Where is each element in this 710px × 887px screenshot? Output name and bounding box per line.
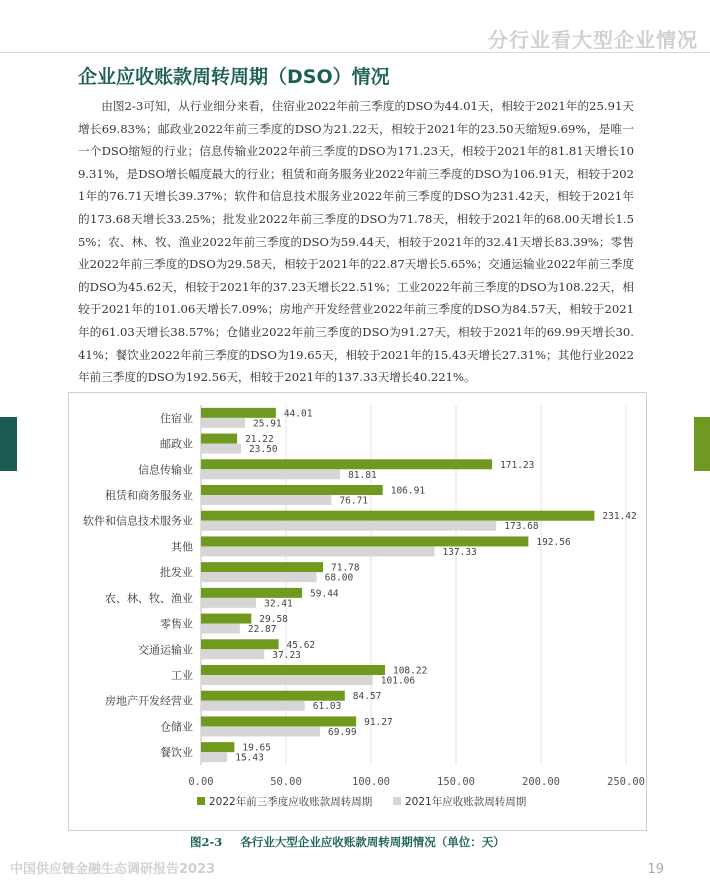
x-tick-label: 150.00 — [437, 776, 475, 788]
bar-2021 — [201, 444, 241, 454]
data-label-2021: 173.68 — [504, 521, 539, 533]
bar-2022 — [201, 562, 323, 572]
section-heading: 企业应收账款周转周期（DSO）情况 — [78, 66, 390, 88]
data-label-2022: 59.44 — [310, 588, 339, 600]
bar-2021 — [201, 675, 373, 685]
data-label-2021: 22.87 — [247, 624, 277, 636]
bar-2021 — [201, 418, 245, 428]
category-label: 其他 — [171, 540, 193, 554]
category-label: 农、林、牧、渔业 — [105, 591, 193, 605]
data-label-2021: 32.41 — [264, 598, 293, 610]
bar-2022 — [201, 588, 302, 598]
data-label-2021: 15.43 — [235, 752, 264, 764]
bar-2022 — [201, 485, 383, 495]
data-label-2021: 101.06 — [380, 675, 416, 687]
data-label-2021: 37.23 — [272, 649, 301, 661]
category-label: 交通运输业 — [138, 643, 193, 657]
figure-caption — [190, 834, 505, 850]
category-label: 房地产开发经营业 — [105, 694, 193, 708]
legend-label-2021: 2021年应收账款周转周期 — [405, 796, 527, 808]
category-label: 工业 — [171, 669, 193, 682]
data-label-2022: 108.22 — [392, 665, 428, 677]
category-label: 软件和信息技术服务业 — [83, 514, 193, 528]
bar-2021 — [201, 726, 320, 736]
bar-2022 — [201, 716, 356, 726]
bar-2022 — [201, 665, 385, 675]
bar-2021 — [201, 469, 340, 479]
chart-container — [68, 392, 647, 831]
category-label: 信息传输业 — [138, 463, 193, 477]
category-label: 仓储业 — [160, 720, 193, 734]
bar-2021 — [201, 521, 496, 531]
bar-2022 — [201, 639, 279, 649]
data-label-2021: 81.81 — [348, 469, 377, 481]
figure-caption-text: 各行业大型企业应收账款周转周期情况（单位：天） — [240, 835, 505, 849]
bar-2022 — [201, 434, 237, 444]
data-label-2022: 71.78 — [331, 562, 360, 574]
data-label-2022: 29.58 — [259, 614, 288, 626]
x-tick-label: 100.00 — [352, 776, 390, 788]
bar-2022 — [201, 691, 345, 701]
bar-2021 — [201, 624, 240, 634]
bar-2022 — [201, 536, 528, 546]
legend-label-2022: 2022年前三季度应收账款周转周期 — [209, 796, 373, 808]
data-label-2021: 69.99 — [327, 726, 357, 738]
data-label-2021: 25.91 — [253, 418, 282, 430]
x-tick-label: 200.00 — [522, 776, 560, 788]
category-label: 餐饮业 — [160, 746, 193, 760]
bar-2022 — [201, 742, 234, 752]
category-label: 邮政业 — [160, 437, 193, 451]
footer-report-title: 中国供应链金融生态调研报告2023 — [10, 862, 216, 877]
bar-2022 — [201, 511, 594, 521]
x-tick-label: 0.00 — [188, 776, 214, 788]
data-label-2022: 45.62 — [286, 639, 316, 651]
data-label-2022: 106.91 — [390, 485, 426, 497]
data-label-2022: 84.57 — [352, 691, 382, 703]
data-label-2021: 23.50 — [248, 444, 278, 456]
x-tick-label: 50.00 — [270, 776, 302, 788]
bar-2021 — [201, 572, 317, 582]
legend-swatch-2021 — [393, 797, 401, 805]
bar-2021 — [201, 701, 305, 711]
data-label-2022: 171.23 — [500, 459, 535, 471]
left-accent-tab — [0, 417, 17, 471]
bar-2021 — [201, 752, 227, 762]
data-label-2022: 44.01 — [283, 408, 313, 420]
data-label-2021: 61.03 — [312, 701, 342, 713]
bar-2022 — [201, 408, 276, 418]
data-label-2022: 21.22 — [245, 434, 274, 446]
body-paragraph: 由图2-3可知，从行业细分来看，住宿业2022年前三季度的DSO为44.01天，相较于2021年的25.91天增长69.83%；邮政业2022年前三季度的DSO为21.22天，相较于2021年的23.50天缩短9.69%，是唯一一个DSO缩短的行业；信息传输业2022年前三季度的DSO为171.23天，相较于2021年的81.81天增长109.31%，是DSO增长幅度最大的行业；租赁和商务服务业2022年前三季度的DSO为106.91天，相较于2021年的76.71天增长39.37%；软件和信息技术服务业2022年前三季度的DSO为231.42天，相较于2021年的173.68天增长33.25%；批发业2022年前三季度的DSO为71.78天，相较于2021年的68.00天增长1.55%；农、林、牧、渔业2022年前三季度的DSO为59.44天，相较于2021年的32.41天增长83.39%；零售业2022年前三季度的DSO为29.58天，相较于2021年的22.87天增长5.65%；交通运输业2022年前三季度的DSO为45.62天，相较于2021年的37.23天增长22.51%；工业2022年前三季度的DSO为108.22天，相较于2021年的101.06天增长7.09%；房地产开发经营业2022年前三季度的DSO为84.57天，相较于2021年的61.03天增长38.57%；仓储业2022年前三季度的DSO为91.27天，相较于2021年的69.99天增长30.41%；餐饮业2022年前三季度的DSO为19.65天，相较于2021年的15.43天增长27.31%；其他行业2022年前三季度的DSO为192.56天，相较于2021年的137.33天增长40.221%。 — [78, 99, 634, 385]
figure-label: 图2-3 — [190, 835, 223, 849]
x-tick-label: 250.00 — [607, 776, 645, 788]
header-divider — [0, 52, 710, 53]
category-label: 零售业 — [160, 617, 193, 631]
legend-swatch-2022 — [197, 797, 205, 805]
bar-2022 — [201, 459, 492, 469]
bar-2021 — [201, 649, 264, 659]
data-label-2021: 137.33 — [442, 546, 477, 558]
bar-2022 — [201, 614, 251, 624]
bar-2021 — [201, 598, 256, 608]
data-label-2022: 231.42 — [602, 511, 637, 523]
right-accent-tab — [694, 417, 710, 471]
header-title: 分行业看大型企业情况 — [488, 28, 698, 52]
data-label-2022: 192.56 — [536, 536, 571, 548]
data-label-2021: 76.71 — [339, 495, 369, 507]
category-label: 批发业 — [160, 566, 193, 580]
data-label-2022: 19.65 — [242, 742, 272, 754]
data-label-2021: 68.00 — [324, 572, 354, 584]
data-label-2022: 91.27 — [364, 716, 393, 728]
category-label: 住宿业 — [160, 411, 193, 425]
bar-2021 — [201, 546, 434, 556]
bar-chart — [69, 393, 646, 830]
category-label: 租赁和商务服务业 — [105, 489, 193, 502]
page-number: 19 — [647, 862, 664, 877]
bar-2021 — [201, 495, 331, 505]
